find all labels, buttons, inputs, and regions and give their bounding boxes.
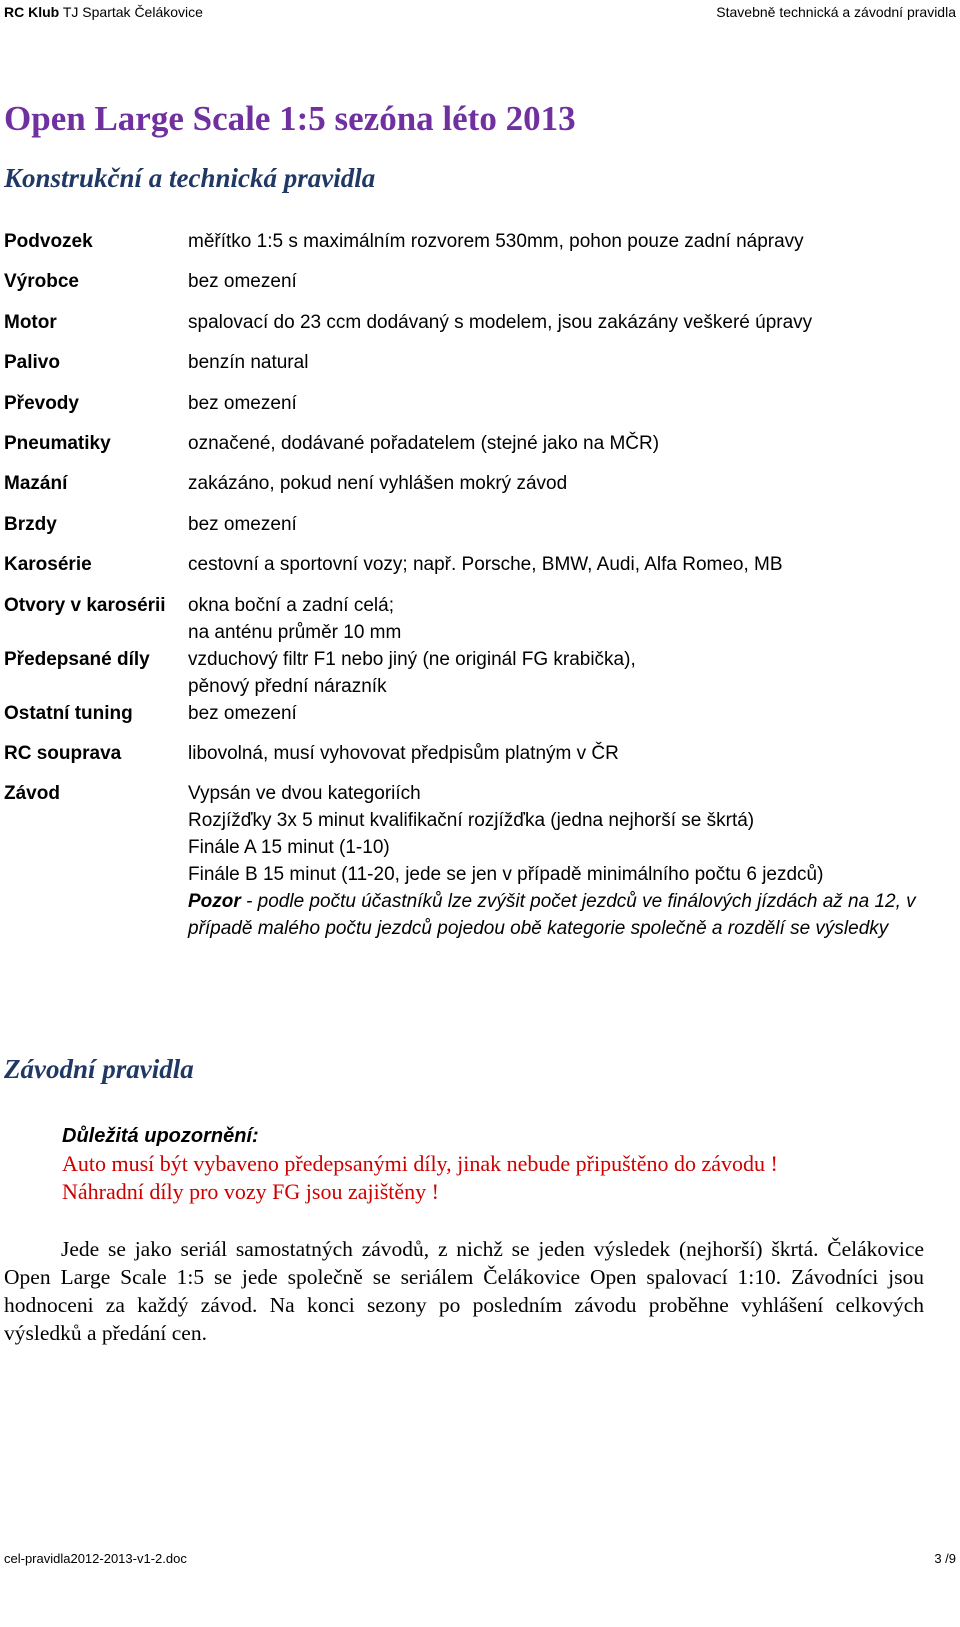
spec-label: Předepsané díly bbox=[4, 648, 150, 670]
spec-row bbox=[4, 592, 924, 646]
spec-value: bez omezení bbox=[188, 271, 297, 293]
spec-label: Mazání bbox=[4, 473, 68, 495]
spec-value-line: Vypsán ve dvou kategoriích bbox=[188, 783, 421, 805]
footer-filename: cel-pravidla2012-2013-v1-2.doc bbox=[4, 1551, 187, 1566]
spec-label: Brzdy bbox=[4, 513, 57, 535]
spec-value: cestovní a sportovní vozy; např. Porsche, BMW, Audi, Alfa Romeo, MB bbox=[188, 554, 783, 576]
spec-label: Pneumatiky bbox=[4, 432, 111, 454]
spec-row bbox=[4, 349, 924, 376]
spec-row bbox=[4, 740, 924, 767]
spec-row bbox=[4, 700, 924, 727]
spec-label: Otvory v karosérii bbox=[4, 594, 166, 616]
spec-value: libovolná, musí vyhovovat předpisům platným v ČR bbox=[188, 742, 619, 764]
spec-value bbox=[188, 646, 924, 700]
club-name-bold: RC Klub bbox=[4, 4, 60, 20]
spec-row bbox=[4, 780, 924, 942]
spec-value-line: Finále B 15 minut (11-20, jede se jen v případě minimálního počtu 6 jezdců) bbox=[188, 864, 824, 886]
race-note-text: - podle počtu účastníků lze zvýšit počet jezdců ve finálových jízdách až na 12, v případě malého počtu jezdců pojedou obě kategorie společně a rozdělí se výsledky bbox=[188, 891, 916, 940]
spec-value: bez omezení bbox=[188, 513, 297, 535]
spec-row bbox=[4, 511, 924, 538]
important-notice bbox=[62, 1122, 922, 1206]
footer-page-number: 3 /9 bbox=[934, 1551, 956, 1566]
document-title: Open Large Scale 1:5 sezóna léto 2013 bbox=[4, 99, 576, 138]
spec-value: bez omezení bbox=[188, 392, 297, 414]
rules-paragraph: Jede se jako seriál samostatných závodů, z nichž se jeden výsledek (nejhorší) škrtá. Čelákovice Open Large Scale 1:5 se jede společně se seriálem Čelákovice Open spalovací 1:10. Závodníci jsou hodnoceni za každý závod. Na konci sezony po posledním závodu proběhne vyhlášení celkových výsledků a předání cen. bbox=[4, 1237, 924, 1345]
club-name-rest: TJ Spartak Čelákovice bbox=[62, 4, 203, 20]
race-note-bold: Pozor bbox=[188, 891, 241, 913]
spec-row bbox=[4, 390, 924, 417]
important-title: Důležitá upozornění: bbox=[62, 1125, 259, 1147]
spec-value bbox=[188, 780, 924, 942]
spec-value: spalovací do 23 ccm dodávaný s modelem, jsou zakázány veškeré úpravy bbox=[188, 311, 813, 333]
spec-label: Motor bbox=[4, 311, 57, 333]
section-title-race-rules: Závodní pravidla bbox=[4, 1054, 194, 1084]
spec-row bbox=[4, 309, 924, 336]
running-header-left bbox=[4, 2, 203, 22]
spec-row bbox=[4, 430, 924, 457]
specs-table bbox=[4, 228, 924, 956]
spec-row bbox=[4, 646, 924, 700]
spec-label: RC souprava bbox=[4, 742, 122, 764]
spec-label: Závod bbox=[4, 783, 60, 805]
spec-value-line: na anténu průměr 10 mm bbox=[188, 621, 402, 643]
spec-value-line: Rozjížďky 3x 5 minut kvalifikační rozjížďka (jedna nejhorší se škrtá) bbox=[188, 810, 755, 832]
spec-row bbox=[4, 551, 924, 578]
spec-label: Ostatní tuning bbox=[4, 702, 133, 724]
spec-row bbox=[4, 268, 924, 295]
spec-value: bez omezení bbox=[188, 702, 297, 724]
spec-value-line: okna boční a zadní celá; bbox=[188, 594, 394, 616]
important-line: Náhradní díly pro vozy FG jsou zajištěny ! bbox=[62, 1179, 439, 1204]
spec-row bbox=[4, 228, 924, 255]
spec-value-line: vzduchový filtr F1 nebo jiný (ne originál FG krabička), bbox=[188, 648, 636, 670]
section-title-technical: Konstrukční a technická pravidla bbox=[4, 163, 376, 193]
spec-value: benzín natural bbox=[188, 352, 309, 374]
spec-value: zakázáno, pokud není vyhlášen mokrý závod bbox=[188, 473, 568, 495]
spec-label: Palivo bbox=[4, 352, 60, 374]
spec-value: měřítko 1:5 s maximálním rozvorem 530mm, pohon pouze zadní nápravy bbox=[188, 231, 804, 252]
spec-label: Podvozek bbox=[4, 231, 93, 252]
spec-label: Převody bbox=[4, 392, 79, 414]
spec-label: Karosérie bbox=[4, 554, 92, 576]
race-note bbox=[188, 888, 924, 942]
spec-label: Výrobce bbox=[4, 271, 79, 293]
spec-value-line: Finále A 15 minut (1-10) bbox=[188, 837, 390, 859]
spec-row bbox=[4, 470, 924, 497]
important-line: Auto musí být vybaveno předepsanými díly, jinak nebude připuštěno do závodu ! bbox=[62, 1151, 778, 1176]
spec-value-line: pěnový přední nárazník bbox=[188, 675, 387, 697]
running-header-right: Stavebně technická a závodní pravidla bbox=[716, 4, 956, 20]
spec-value bbox=[188, 592, 924, 646]
spec-value: označené, dodávané pořadatelem (stejné jako na MČR) bbox=[188, 432, 660, 454]
